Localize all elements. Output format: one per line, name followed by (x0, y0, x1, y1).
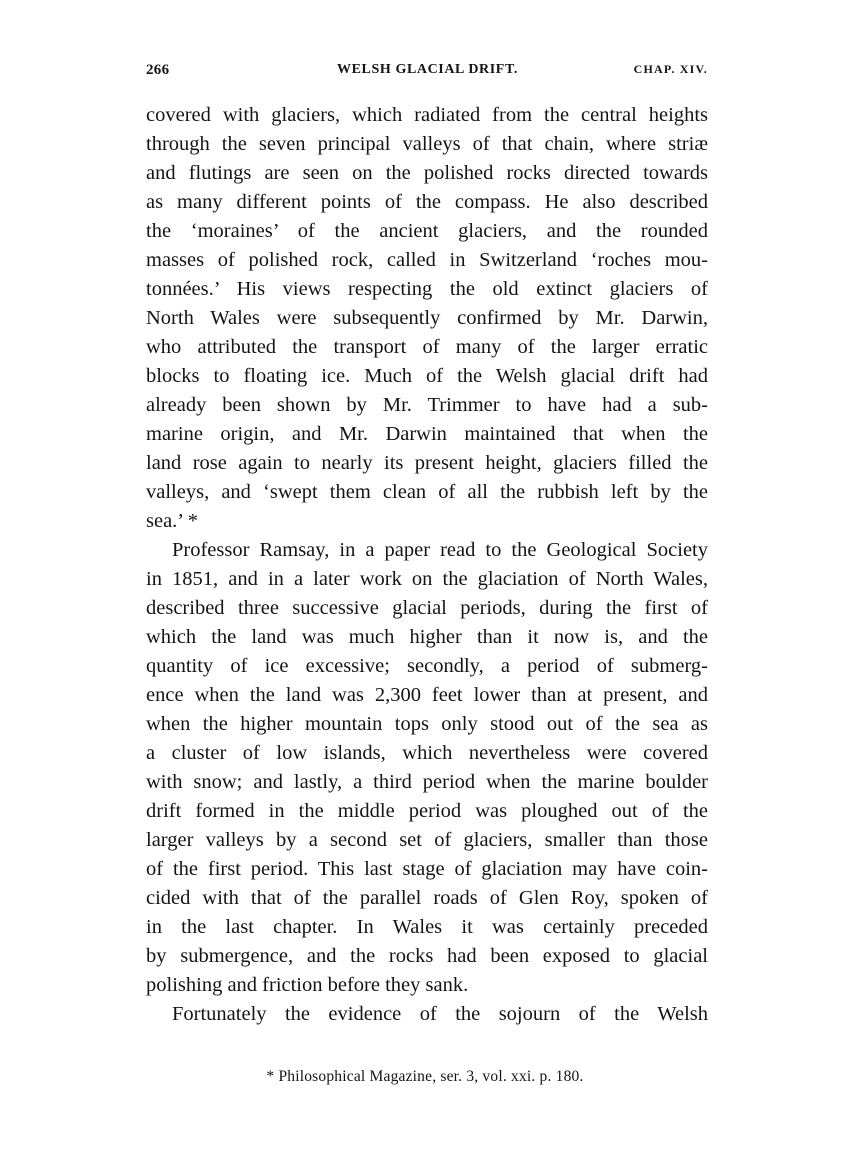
text-line: as many different points of the compass. He also described (146, 191, 708, 213)
text-line: valleys, and ‘swept them clean of all the rubbish left by the (146, 481, 708, 503)
text-line: the ‘moraines’ of the ancient glaciers, and the rounded (146, 220, 708, 242)
text-line: tonnées.’ His views respecting the old extinct glaciers of (146, 278, 708, 300)
text-line: quantity of ice excessive; secondly, a period of submerg- (146, 655, 708, 677)
text-line: when the higher mountain tops only stood out of the sea as (146, 713, 708, 735)
footnote: * Philosophical Magazine, ser. 3, vol. xxi. p. 180. (266, 1068, 584, 1085)
paragraph (146, 1000, 708, 1029)
text-line: in the last chapter. In Wales it was certainly preceded (146, 916, 708, 938)
paragraph (146, 536, 708, 1000)
text-line: larger valleys by a second set of glaciers, smaller than those (146, 829, 708, 851)
text-line: masses of polished rock, called in Switzerland ‘roches mou- (146, 249, 708, 271)
text-line: who attributed the transport of many of the larger erratic (146, 336, 708, 358)
text-line: marine origin, and Mr. Darwin maintained that when the (146, 423, 708, 445)
page-number: 266 (146, 62, 170, 78)
text-line: a cluster of low islands, which nevertheless were covered (146, 742, 708, 764)
text-line: cided with that of the parallel roads of Glen Roy, spoken of (146, 887, 708, 909)
running-head (146, 62, 708, 84)
text-line: polishing and friction before they sank. (146, 974, 469, 996)
text-line: Professor Ramsay, in a paper read to the Geological Society (172, 539, 708, 561)
text-line: blocks to floating ice. Much of the Welsh glacial drift had (146, 365, 708, 387)
running-title: WELSH GLACIAL DRIFT. (337, 62, 518, 77)
text-line: covered with glaciers, which radiated from the central heights (146, 104, 708, 126)
text-line: drift formed in the middle period was ploughed out of the (146, 800, 708, 822)
text-line: North Wales were subsequently confirmed by Mr. Darwin, (146, 307, 708, 329)
text-line: sea.’ * (146, 510, 198, 532)
text-line: Fortunately the evidence of the sojourn of the Welsh (172, 1003, 708, 1025)
paragraph (146, 101, 708, 536)
text-line: in 1851, and in a later work on the glaciation of North Wales, (146, 568, 708, 590)
text-line: described three successive glacial periods, during the first of (146, 597, 708, 619)
body-text (146, 101, 708, 1029)
text-line: which the land was much higher than it now is, and the (146, 626, 708, 648)
text-line: land rose again to nearly its present height, glaciers filled the (146, 452, 708, 474)
text-line: already been shown by Mr. Trimmer to have had a sub- (146, 394, 708, 416)
text-line: ence when the land was 2,300 feet lower than at present, and (146, 684, 708, 706)
text-line: of the first period. This last stage of glaciation may have coin- (146, 858, 708, 880)
text-line: by submergence, and the rocks had been exposed to glacial (146, 945, 708, 967)
chapter-label: CHAP. XIV. (633, 62, 708, 76)
text-line: through the seven principal valleys of that chain, where striæ (146, 133, 708, 155)
text-line: and flutings are seen on the polished rocks directed towards (146, 162, 708, 184)
text-line: with snow; and lastly, a third period when the marine boulder (146, 771, 708, 793)
